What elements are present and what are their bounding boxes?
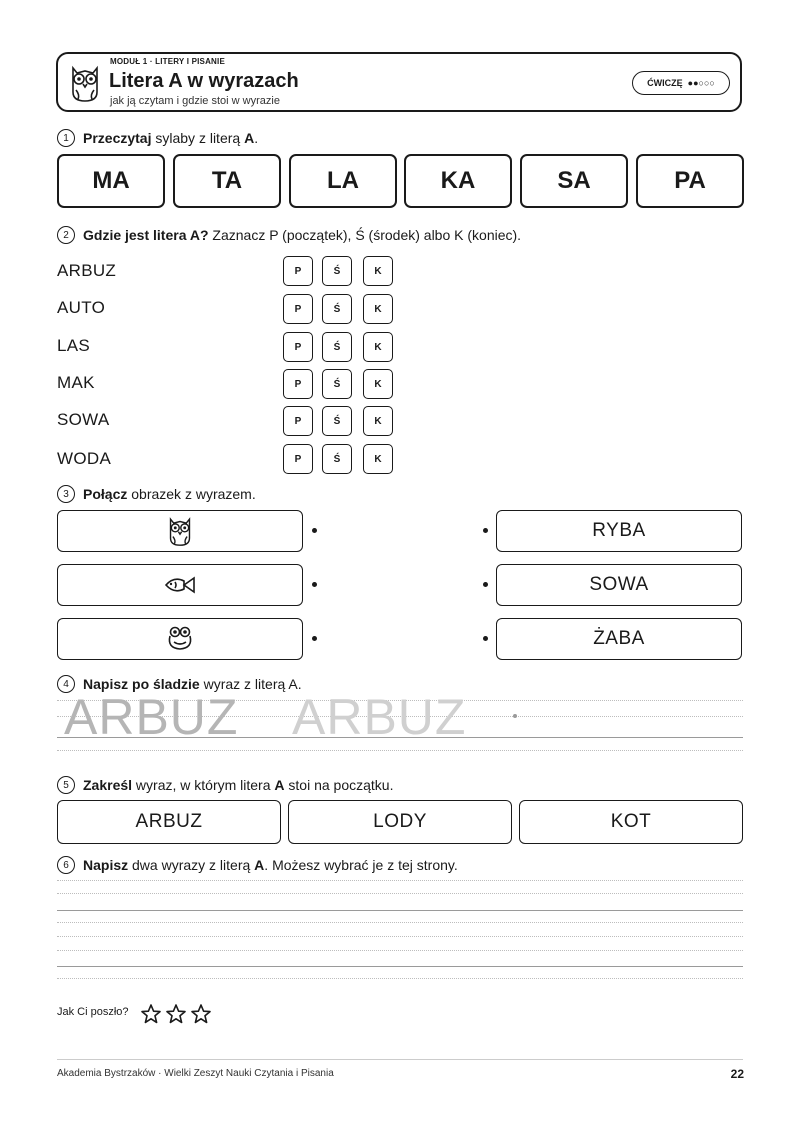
connect-dot[interactable] xyxy=(312,582,317,587)
instruction-letter: A xyxy=(244,130,255,146)
star-icon[interactable] xyxy=(140,1003,212,1025)
connect-dot[interactable] xyxy=(483,528,488,533)
start-dot xyxy=(513,714,517,718)
exercise-instruction xyxy=(83,486,256,502)
badge-label: ĆWICZĘ xyxy=(647,78,683,88)
option-k-box[interactable]: K xyxy=(363,256,393,286)
option-k-box[interactable]: K xyxy=(363,444,393,474)
writing-line-dotted xyxy=(57,922,743,923)
instruction-bold: Napisz po śladzie xyxy=(83,676,200,692)
page-subtitle: jak ją czytam i gdzie stoi w wyrazie xyxy=(110,95,280,107)
writing-line[interactable] xyxy=(57,910,743,911)
footer-divider xyxy=(57,1059,743,1060)
fish-icon xyxy=(163,575,197,595)
option-p-box[interactable]: P xyxy=(283,294,313,324)
syllable-card: SA xyxy=(520,154,628,208)
option-k-box[interactable]: K xyxy=(363,294,393,324)
choice-box[interactable]: LODY xyxy=(288,800,512,844)
picture-box[interactable] xyxy=(57,510,303,552)
exercise-number: 4 xyxy=(57,675,75,693)
owl-icon xyxy=(165,513,195,549)
word-label: SOWA xyxy=(57,410,110,429)
instruction-text: wyraz z literą A. xyxy=(199,676,302,692)
writing-line[interactable] xyxy=(57,966,743,967)
word-label: AUTO xyxy=(57,298,106,317)
connect-dot[interactable] xyxy=(483,636,488,641)
option-k-box[interactable]: K xyxy=(363,332,393,362)
word-label: ARBUZ xyxy=(57,261,117,280)
word-label: LAS xyxy=(57,336,91,355)
option-p-box[interactable]: P xyxy=(283,406,313,436)
connect-dot[interactable] xyxy=(483,582,488,587)
instruction-end: stoi na początku. xyxy=(284,777,394,793)
writing-line-dotted xyxy=(57,880,743,881)
exercise-instruction xyxy=(83,227,521,243)
option-s-box[interactable]: Ś xyxy=(322,294,352,324)
writing-line-dotted xyxy=(57,936,743,937)
exercise-instruction xyxy=(83,130,258,146)
syllable-card: KA xyxy=(404,154,512,208)
instruction-text: obrazek z wyrazem. xyxy=(127,486,256,502)
instruction-bold: Połącz xyxy=(83,486,128,502)
choice-box[interactable]: KOT xyxy=(519,800,743,844)
owl-icon xyxy=(66,62,104,104)
connect-dot[interactable] xyxy=(312,636,317,641)
exercise-number: 3 xyxy=(57,485,75,503)
trace-word-light[interactable]: ARBUZ xyxy=(292,689,467,745)
writing-line-dotted xyxy=(57,893,743,894)
option-s-box[interactable]: Ś xyxy=(322,406,352,436)
instruction-end: . xyxy=(254,130,259,146)
instruction-bold: Przeczytaj xyxy=(83,130,152,146)
option-s-box[interactable]: Ś xyxy=(322,256,352,286)
option-p-box[interactable]: P xyxy=(283,369,313,399)
choice-box[interactable]: ARBUZ xyxy=(57,800,281,844)
word-label: MAK xyxy=(57,373,95,392)
exercise-instruction xyxy=(83,857,458,873)
instruction-bold: Napisz xyxy=(83,857,129,873)
footer-publisher: Akademia Bystrzaków · Wielki Zeszyt Nauki Czytania i Pisania xyxy=(57,1068,334,1079)
option-s-box[interactable]: Ś xyxy=(322,369,352,399)
option-p-box[interactable]: P xyxy=(283,444,313,474)
instruction-bold: Gdzie jest litera A? xyxy=(83,227,209,243)
instruction-text: sylaby z literą xyxy=(151,130,245,146)
option-p-box[interactable]: P xyxy=(283,256,313,286)
exercise-number: 1 xyxy=(57,129,75,147)
word-box[interactable]: SOWA xyxy=(496,564,742,606)
instruction-letter: A xyxy=(254,857,265,873)
picture-box[interactable] xyxy=(57,564,303,606)
connect-dot[interactable] xyxy=(312,528,317,533)
instruction-text: Zaznacz P (początek), Ś (środek) albo K (koniec). xyxy=(208,227,522,243)
feedback-label: Jak Ci poszło? xyxy=(57,1006,129,1018)
frog-icon xyxy=(166,626,194,652)
instruction-text: dwa wyrazy z literą xyxy=(128,857,255,873)
option-k-box[interactable]: K xyxy=(363,369,393,399)
instruction-end: . Możesz wybrać je z tej strony. xyxy=(264,857,458,873)
syllable-card: PA xyxy=(636,154,744,208)
exercise-number: 5 xyxy=(57,776,75,794)
syllable-card: MA xyxy=(57,154,165,208)
exercise-number: 2 xyxy=(57,226,75,244)
option-p-box[interactable]: P xyxy=(283,332,313,362)
page-title: Litera A w wyrazach xyxy=(109,70,299,92)
word-box[interactable]: ŻABA xyxy=(496,618,742,660)
instruction-letter: A xyxy=(274,777,285,793)
writing-line-dotted xyxy=(57,978,743,979)
picture-box[interactable] xyxy=(57,618,303,660)
module-label: MODUŁ 1 · LITERY I PISANIE xyxy=(110,57,225,66)
level-badge xyxy=(632,71,730,95)
instruction-text: wyraz, w którym litera xyxy=(132,777,275,793)
word-box[interactable]: RYBA xyxy=(496,510,742,552)
option-s-box[interactable]: Ś xyxy=(322,444,352,474)
writing-line-dotted xyxy=(57,950,743,951)
guide-line-bottom xyxy=(57,750,743,751)
option-s-box[interactable]: Ś xyxy=(322,332,352,362)
word-label: WODA xyxy=(57,449,112,468)
instruction-bold: Zakreśl xyxy=(83,777,133,793)
trace-word-dark[interactable]: ARBUZ xyxy=(64,689,239,745)
syllable-card: LA xyxy=(289,154,397,208)
option-k-box[interactable]: K xyxy=(363,406,393,436)
syllable-card: TA xyxy=(173,154,281,208)
page-number: 22 xyxy=(730,1067,744,1081)
exercise-instruction xyxy=(83,777,393,793)
level-dots: ●●○○○ xyxy=(687,78,715,88)
exercise-number: 6 xyxy=(57,856,75,874)
